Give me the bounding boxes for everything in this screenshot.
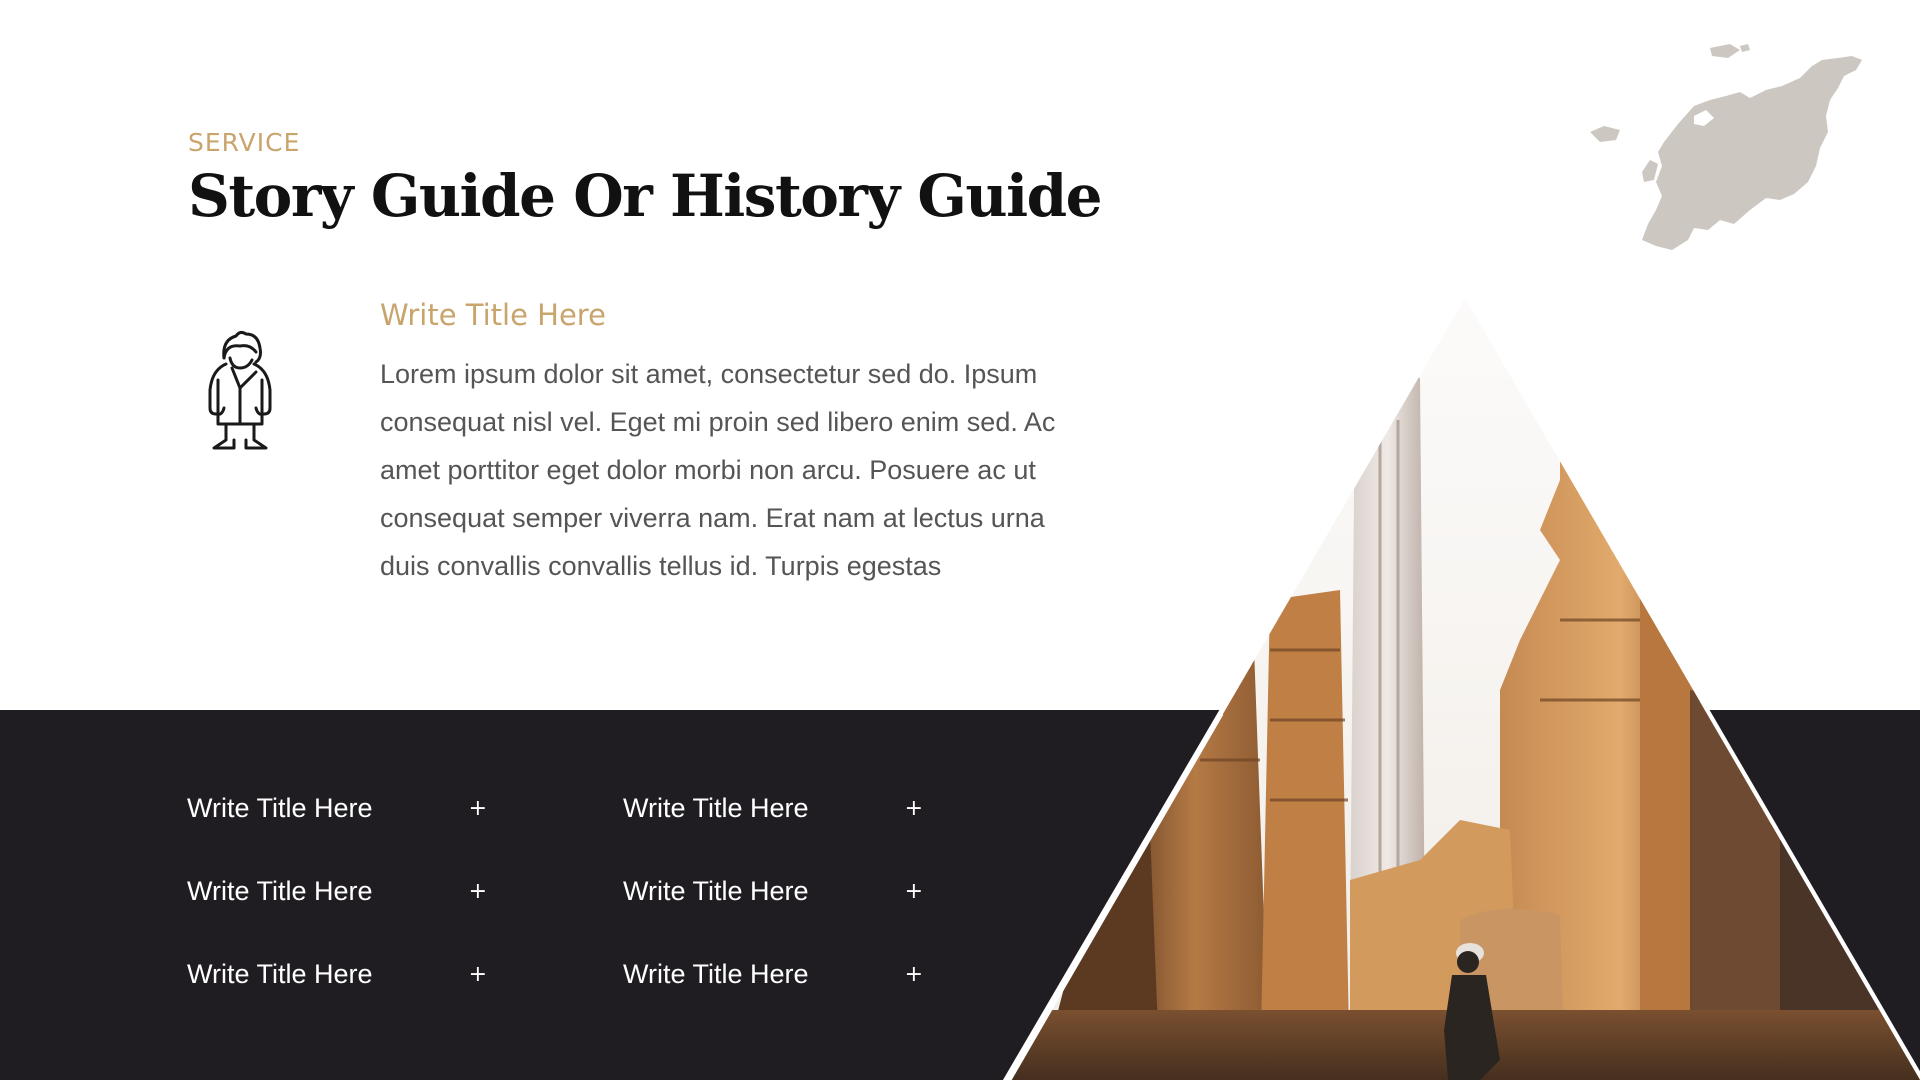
feature-body: Lorem ipsum dolor sit amet, consectetur sed do. Ipsum consequat nisl vel. Eget mi proin sed libero enim sed. Ac amet porttitor eget dolor morbi non arcu. Posuere ac ut consequat semper viverra nam. Erat nam at lectus urna duis convallis convallis tellus id. Turpis egestas <box>380 359 1056 581</box>
list-item-label: Write Title Here <box>187 792 373 823</box>
plus-icon[interactable]: + <box>468 961 487 987</box>
list-item[interactable] <box>187 869 487 913</box>
list-item[interactable] <box>623 952 923 996</box>
list-item-label: Write Title Here <box>187 875 373 906</box>
plus-icon[interactable]: + <box>904 795 923 821</box>
list-item[interactable] <box>623 786 923 830</box>
list-item-label: Write Title Here <box>187 958 373 989</box>
feature-title: Write Title Here <box>380 298 606 332</box>
section-eyebrow: SERVICE <box>188 128 301 157</box>
list-item-label: Write Title Here <box>623 875 809 906</box>
plus-icon[interactable]: + <box>468 878 487 904</box>
plus-icon[interactable]: + <box>904 961 923 987</box>
list-item[interactable] <box>187 786 487 830</box>
list-item-label: Write Title Here <box>623 792 809 823</box>
page-title: Story Guide Or History Guide <box>188 162 1102 230</box>
plus-icon[interactable]: + <box>468 795 487 821</box>
plus-icon[interactable]: + <box>904 878 923 904</box>
list-item-label: Write Title Here <box>623 958 809 989</box>
list-item[interactable] <box>623 869 923 913</box>
list-item[interactable] <box>187 952 487 996</box>
